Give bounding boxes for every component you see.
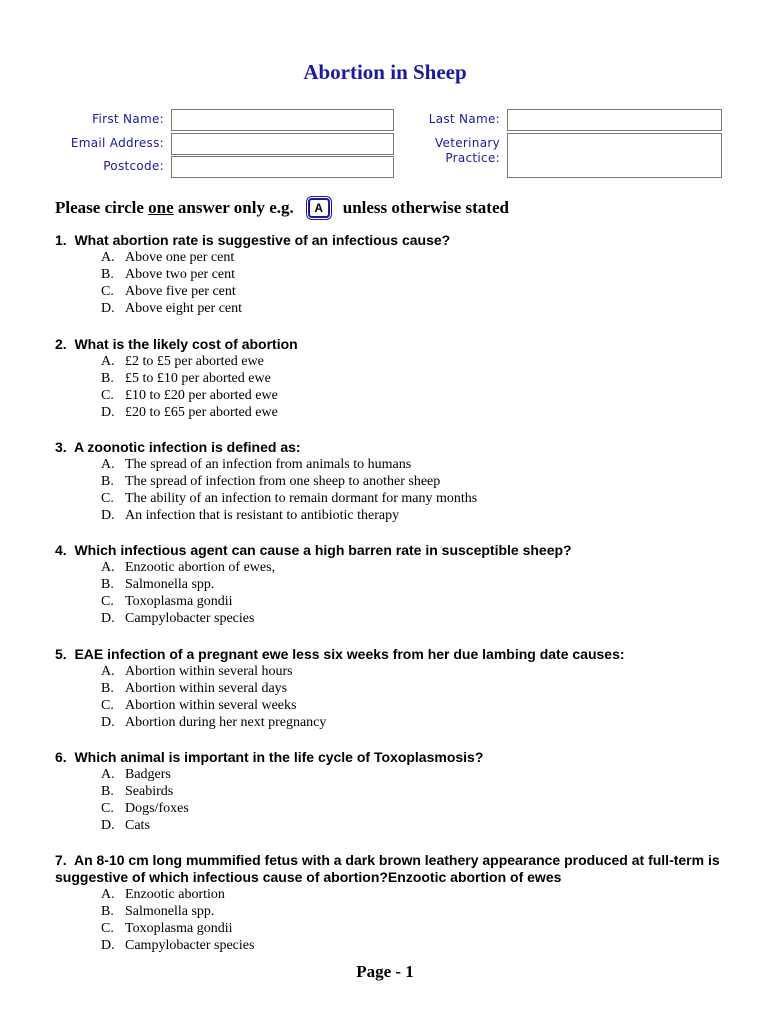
answer-option[interactable]: A. £2 to £5 per aborted ewe: [101, 354, 264, 369]
answer-options: [55, 886, 725, 954]
answer-option[interactable]: C. Toxoplasma gondii: [101, 594, 233, 609]
first-name-field[interactable]: [171, 109, 394, 131]
email-label: Email Address:: [70, 136, 164, 150]
example-answer-badge: A: [308, 198, 330, 218]
page-number: Page - 1: [356, 962, 414, 981]
answer-options: [55, 353, 755, 421]
instructions: [55, 195, 509, 221]
answer-option[interactable]: B. Above two per cent: [101, 267, 236, 282]
answer-option[interactable]: D. £20 to £65 per aborted ewe: [101, 405, 278, 420]
first-name-label: First Name:: [92, 112, 164, 126]
postcode-field[interactable]: [171, 156, 394, 178]
question-text: 5. EAE infection of a pregnant ewe less six weeks from her due lambing date causes:: [55, 646, 625, 662]
answer-option[interactable]: A. The spread of an infection from animals to humans: [101, 457, 412, 472]
last-name-field[interactable]: [507, 109, 722, 131]
page-title: Abortion in Sheep: [303, 60, 467, 84]
answer-option[interactable]: B. Abortion within several days: [101, 681, 288, 696]
answer-option[interactable]: D. Abortion during her next pregnancy: [101, 715, 327, 730]
question-text: 2. What is the likely cost of abortion: [55, 336, 298, 352]
answer-option[interactable]: D. An infection that is resistant to antibiotic therapy: [101, 508, 400, 523]
answer-options: [55, 663, 755, 731]
question-text: 7. An 8-10 cm long mummified fetus with a dark brown leathery appearance produced at full-term is suggestive of which infectious cause of abortion?Enzootic abortion of ewes: [55, 852, 720, 885]
answer-option[interactable]: B. The spread of infection from one sheep to another sheep: [101, 474, 441, 489]
answer-option[interactable]: A. Badgers: [101, 767, 171, 782]
answer-option[interactable]: D. Above eight per cent: [101, 301, 243, 316]
question-5: [55, 646, 755, 731]
answer-options: [55, 559, 755, 627]
answer-option[interactable]: A. Enzootic abortion of ewes,: [101, 560, 276, 575]
vet-practice-field[interactable]: [507, 133, 722, 178]
question-4: [55, 542, 755, 627]
question-text: 4. Which infectious agent can cause a high barren rate in susceptible sheep?: [55, 542, 572, 558]
postcode-label: Postcode:: [103, 159, 164, 173]
instructions-suffix: unless otherwise stated: [342, 198, 509, 217]
answer-options: [55, 766, 755, 834]
answer-option[interactable]: B. Seabirds: [101, 784, 174, 799]
question-7: [55, 852, 725, 954]
answer-option[interactable]: C. Above five per cent: [101, 284, 236, 299]
instructions-middle: answer only e.g.: [177, 198, 294, 217]
answer-option[interactable]: A. Enzootic abortion: [101, 887, 225, 902]
vet-practice-label-line1: Veterinary: [434, 136, 500, 150]
question-text: 6. Which animal is important in the life cycle of Toxoplasmosis?: [55, 749, 484, 765]
answer-option[interactable]: B. Salmonella spp.: [101, 904, 215, 919]
answer-options: [55, 456, 755, 524]
question-6: [55, 749, 755, 834]
answer-option[interactable]: C. The ability of an infection to remain dormant for many months: [101, 491, 478, 506]
question-text: 1. What abortion rate is suggestive of an infectious cause?: [55, 232, 451, 248]
answer-option[interactable]: B. £5 to £10 per aborted ewe: [101, 371, 271, 386]
instructions-emphasis: one: [148, 198, 174, 217]
answer-option[interactable]: D. Cats: [101, 818, 150, 833]
answer-option[interactable]: B. Salmonella spp.: [101, 577, 215, 592]
answer-option[interactable]: C. £10 to £20 per aborted ewe: [101, 388, 278, 403]
answer-options: [55, 249, 755, 317]
email-field[interactable]: [171, 133, 394, 155]
instructions-prefix: Please circle: [55, 198, 144, 217]
question-2: [55, 336, 755, 421]
answer-option[interactable]: A. Abortion within several hours: [101, 664, 293, 679]
answer-option[interactable]: A. Above one per cent: [101, 250, 235, 265]
answer-option[interactable]: C. Toxoplasma gondii: [101, 921, 233, 936]
vet-practice-label-line2: Practice:: [445, 151, 500, 165]
answer-option[interactable]: D. Campylobacter species: [101, 611, 255, 626]
question-text: 3. A zoonotic infection is defined as:: [55, 439, 301, 455]
answer-option[interactable]: C. Dogs/foxes: [101, 801, 189, 816]
question-1: [55, 232, 755, 317]
question-3: [55, 439, 755, 524]
last-name-label: Last Name:: [428, 112, 500, 126]
answer-option[interactable]: C. Abortion within several weeks: [101, 698, 297, 713]
answer-option[interactable]: D. Campylobacter species: [101, 938, 255, 953]
